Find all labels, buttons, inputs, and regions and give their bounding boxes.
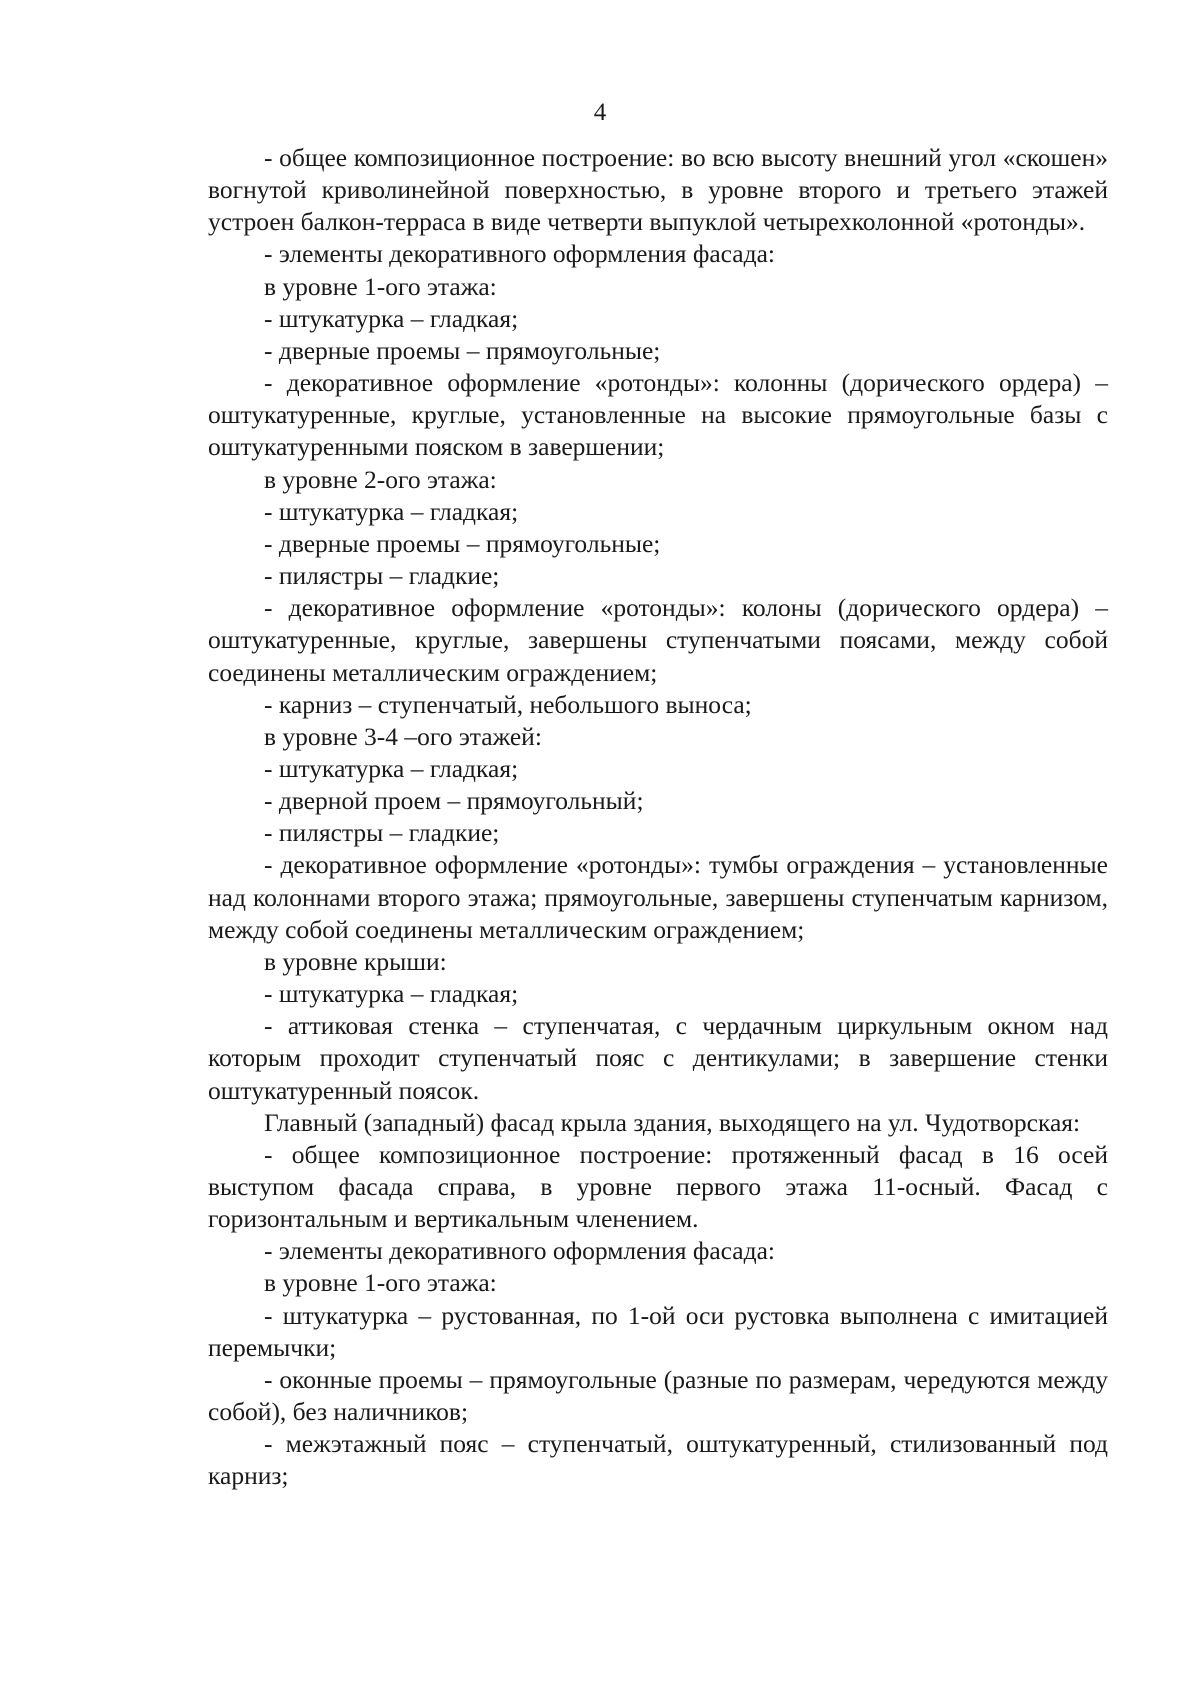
list-item: - общее композиционное построение: протяженный фасад в 16 осей выступом фасада справа, в уровне первого этажа 11-осный. Фасад с горизонтальным и вертикальным членением. [208,1139,1108,1234]
list-item: - декоративное оформление «ротонды»: колоны (дорического ордера) – оштукатуренные, круглые, завершены ступенчатыми поясами, между собой соединены металлическим ограждением; [208,593,1108,687]
paragraph: - общее композиционное построение: во всю высоту внешний угол «скошен» вогнутой криволинейной поверхностью, в уровне второго и третьего этажей устроен балкон-терраса в виде четверти выпуклой четырехколонной «ротонды». [208,143,1108,237]
list-item: - карниз – ступенчатый, небольшого выноса; [264,689,752,719]
paragraph: - элементы декоративного оформления фасада: [264,1236,775,1266]
list-item: - межэтажный пояс – ступенчатый, оштукатуренный, стилизованный под карниз; [208,1429,1108,1491]
list-item: - декоративное оформление «ротонды»: колонны (дорического ордера) – оштукатуренные, круглые, установленные на высокие прямоугольные базы с оштукатуренными пояском в завершении; [208,368,1108,462]
list-item: - дверной проем – прямоугольный; [264,786,644,816]
list-item: - дверные проемы – прямоугольные; [264,335,661,365]
list-item: - штукатурка – рустованная, по 1-ой оси рустовка выполнена с имитацией перемычки; [208,1300,1108,1362]
list-item: - штукатурка – гладкая; [264,753,519,783]
list-item: - аттиковая стенка – ступенчатая, с чердачным циркульным окном над которым проходит ступенчатый пояс с дентикулами; в завершение стенки оштукатуренный поясок. [208,1011,1108,1105]
paragraph: в уровне 1-ого этажа: [264,1268,497,1298]
list-item: - декоративное оформление «ротонды»: тумбы ограждения – установленные над колоннами второго этажа; прямоугольные, завершены ступенчатым карнизом, между собой соединены металлическим ограждением; [208,850,1108,944]
list-item: - штукатурка – гладкая; [264,303,519,333]
list-item: - пилястры – гладкие; [264,561,500,591]
document-body [208,142,1108,1493]
paragraph: в уровне 3-4 –ого этажей: [264,721,542,751]
list-item: - оконные проемы – прямоугольные (разные по размерам, чередуются между собой), без наличников; [208,1364,1108,1427]
section-heading: Главный (западный) фасад крыла здания, выходящего на ул. Чудотворская: [264,1107,1081,1137]
paragraph: - элементы декоративного оформления фасада: [264,239,775,269]
paragraph: в уровне 1-ого этажа: [264,271,497,301]
list-item: - пилястры – гладкие; [264,818,500,848]
list-item: - штукатурка – гладкая; [264,496,519,526]
list-item: - дверные проемы – прямоугольные; [264,528,661,558]
paragraph: в уровне 2-ого этажа: [264,464,497,494]
page-number: 4 [593,99,607,126]
list-item: - штукатурка – гладкая; [264,979,519,1009]
paragraph: в уровне крыши: [264,946,447,976]
